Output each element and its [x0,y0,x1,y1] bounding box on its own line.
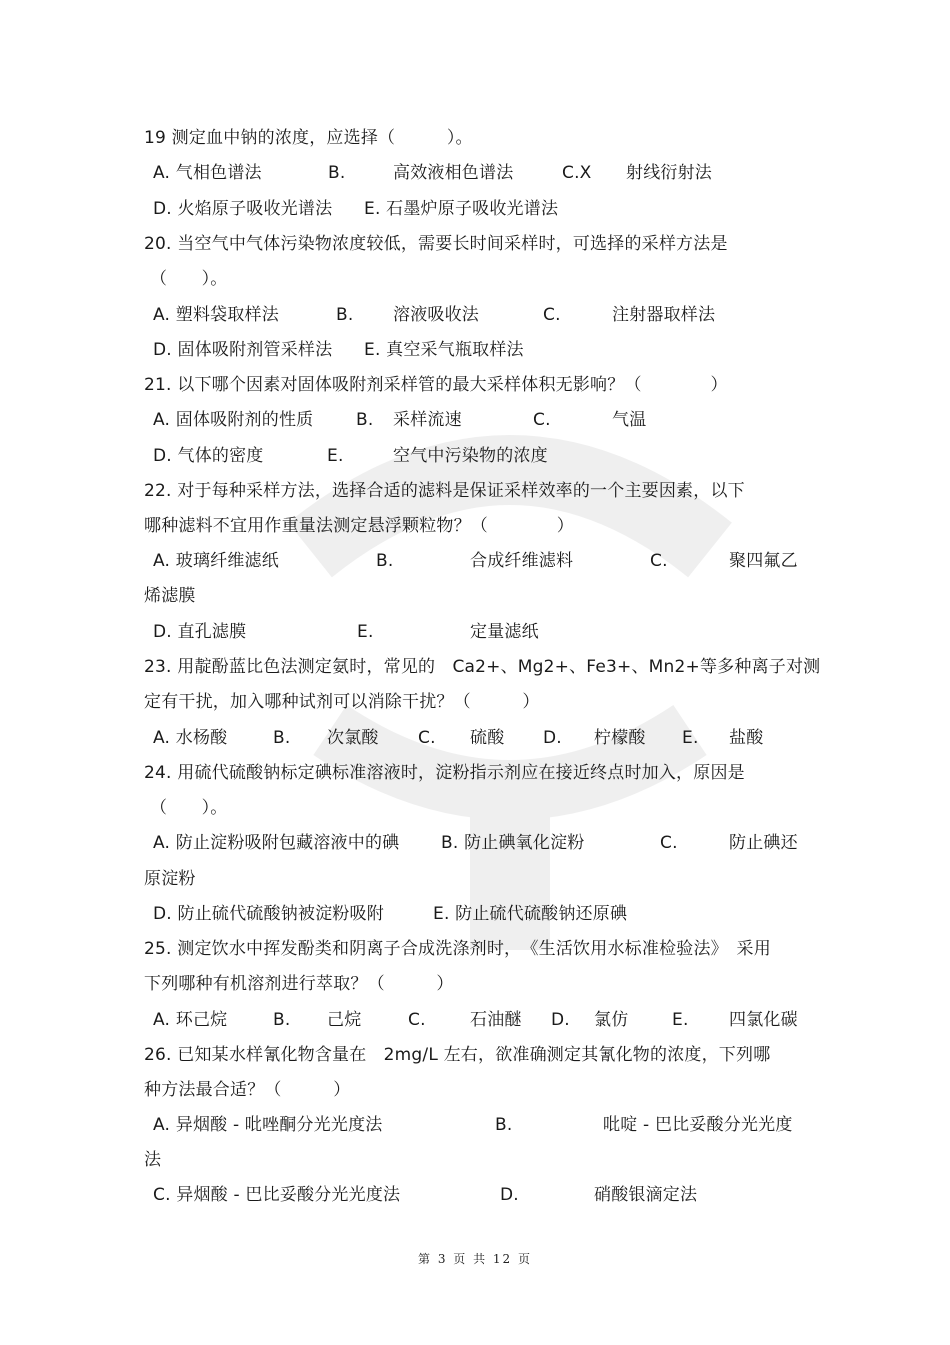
q20-option-e: E. 真空采气瓶取样法 [364,340,524,360]
q23-option-b-text: 次氯酸 [327,728,379,748]
q25-option-a: A. 环己烷 [153,1010,228,1030]
q24-option-c-text: 防止碘还 [729,833,798,853]
q25-option-b-letter: B. [273,1010,291,1030]
q21-option-c-letter: C. [533,410,551,430]
q24-option-d: D. 防止硫代硫酸钠被淀粉吸附 [153,904,384,924]
q24-stem: 24. 用硫代硫酸钠标定碘标准溶液时，淀粉指示剂应在接近终点时加入，原因是 [144,763,745,783]
q26-option-c: C. 异烟酸 - 巴比妥酸分光光度法 [153,1185,401,1205]
q24-stem-cont: （ ）。 [150,798,228,818]
q20-option-c-letter: C. [543,305,561,325]
q22-option-e-letter: E. [357,622,374,642]
q19-option-c-letter: C.X [562,163,592,183]
q19-option-b-letter: B. [328,163,346,183]
q25-option-b-text: 己烷 [327,1010,362,1030]
q20-stem: 20. 当空气中气体污染物浓度较低，需要长时间采样时，可选择的采样方法是 [144,234,728,254]
q24-option-b: B. 防止碘氧化淀粉 [441,833,585,853]
q22-option-e-text: 定量滤纸 [470,622,539,642]
q25-option-c-text: 石油醚 [470,1010,522,1030]
q23-option-e-letter: E. [682,728,699,748]
q26-option-b-text: 吡啶 - 巴比妥酸分光光度 [603,1115,793,1135]
q25-option-d-text: 氯仿 [594,1010,629,1030]
q26-option-a: A. 异烟酸 - 吡唑酮分光光度法 [153,1115,383,1135]
page-footer: 第 3 页 共 12 页 [418,1252,532,1266]
q21-option-b-text: 采样流速 [393,410,462,430]
q25-option-e-letter: E. [672,1010,689,1030]
q23-option-c-text: 硫酸 [470,728,505,748]
q19-option-a: A. 气相色谱法 [153,163,262,183]
q25-stem: 25. 测定饮水中挥发酚类和阴离子合成洗涤剂时， 《生活饮用水标准检验法》 采用 [144,939,771,959]
q22-option-c-cont: 烯滤膜 [144,586,196,606]
q19-option-b-text: 高效液相色谱法 [393,163,514,183]
q23-option-c-letter: C. [418,728,436,748]
q22-option-c-letter: C. [650,551,668,571]
q20-option-b-letter: B. [336,305,354,325]
q24-option-c-cont: 原淀粉 [144,869,196,889]
q19-option-c-text: 射线衍射法 [626,163,712,183]
q25-option-d-letter: D. [551,1010,570,1030]
q21-option-c-text: 气温 [612,410,647,430]
watermark-logo [270,430,750,950]
q24-option-c-letter: C. [660,833,678,853]
q22-option-c-text: 聚四氟乙 [729,551,798,571]
q19-option-d: D. 火焰原子吸收光谱法 [153,199,333,219]
q24-option-e: E. 防止硫代硫酸钠还原碘 [433,904,628,924]
q23-stem: 23. 用靛酚蓝比色法测定氨时，常见的 Ca2+、Mg2+、Fe3+、Mn2+等多种离子对测 [144,657,821,677]
q20-option-a: A. 塑料袋取样法 [153,305,279,325]
q21-option-d: D. 气体的密度 [153,446,264,466]
q26-option-d-letter: D. [500,1185,519,1205]
q22-option-a: A. 玻璃纤维滤纸 [153,551,279,571]
q20-option-c-text: 注射器取样法 [612,305,716,325]
q23-stem-cont: 定有干扰，加入哪种试剂可以消除干扰？（ ） [144,692,540,712]
q23-option-a: A. 水杨酸 [153,728,228,748]
q26-stem: 26. 已知某水样氰化物含量在 2mg/L 左右，欲准确测定其氰化物的浓度，下列哪 [144,1045,771,1065]
q22-stem: 22. 对于每种采样方法，选择合适的滤料是保证采样效率的一个主要因素，以下 [144,481,745,501]
q24-option-a: A. 防止淀粉吸附包藏溶液中的碘 [153,833,400,853]
q19-stem: 19 测定血中钠的浓度，应选择（ ）。 [144,128,473,148]
q22-option-b-letter: B. [376,551,394,571]
q23-option-b-letter: B. [273,728,291,748]
q23-option-d-text: 柠檬酸 [594,728,646,748]
q22-option-d: D. 直孔滤膜 [153,622,247,642]
q21-option-e-text: 空气中污染物的浓度 [393,446,548,466]
q21-option-e-letter: E. [327,446,344,466]
q23-option-e-text: 盐酸 [729,728,764,748]
q26-option-d-text: 硝酸银滴定法 [594,1185,698,1205]
q20-option-b-text: 溶液吸收法 [393,305,479,325]
q25-stem-cont: 下列哪种有机溶剂进行萃取？（ ） [144,974,454,994]
q19-option-e: E. 石墨炉原子吸收光谱法 [364,199,559,219]
q25-option-e-text: 四氯化碳 [729,1010,798,1030]
q26-stem-cont: 种方法最合适？（ ） [144,1080,351,1100]
q21-option-b-letter: B. [356,410,374,430]
q26-option-b-letter: B. [495,1115,513,1135]
q21-option-a: A. 固体吸附剂的性质 [153,410,314,430]
q23-option-d-letter: D. [543,728,562,748]
q26-option-b-cont: 法 [144,1150,162,1170]
q20-option-d: D. 固体吸附剂管采样法 [153,340,333,360]
q22-option-b-text: 合成纤维滤料 [470,551,574,571]
q22-stem-cont: 哪种滤料不宜用作重量法测定悬浮颗粒物？（ ） [144,516,574,536]
q20-stem-cont: （ ）。 [150,269,228,289]
q25-option-c-letter: C. [408,1010,426,1030]
q21-stem: 21. 以下哪个因素对固体吸附剂采样管的最大采样体积无影响？（ ） [144,375,728,395]
